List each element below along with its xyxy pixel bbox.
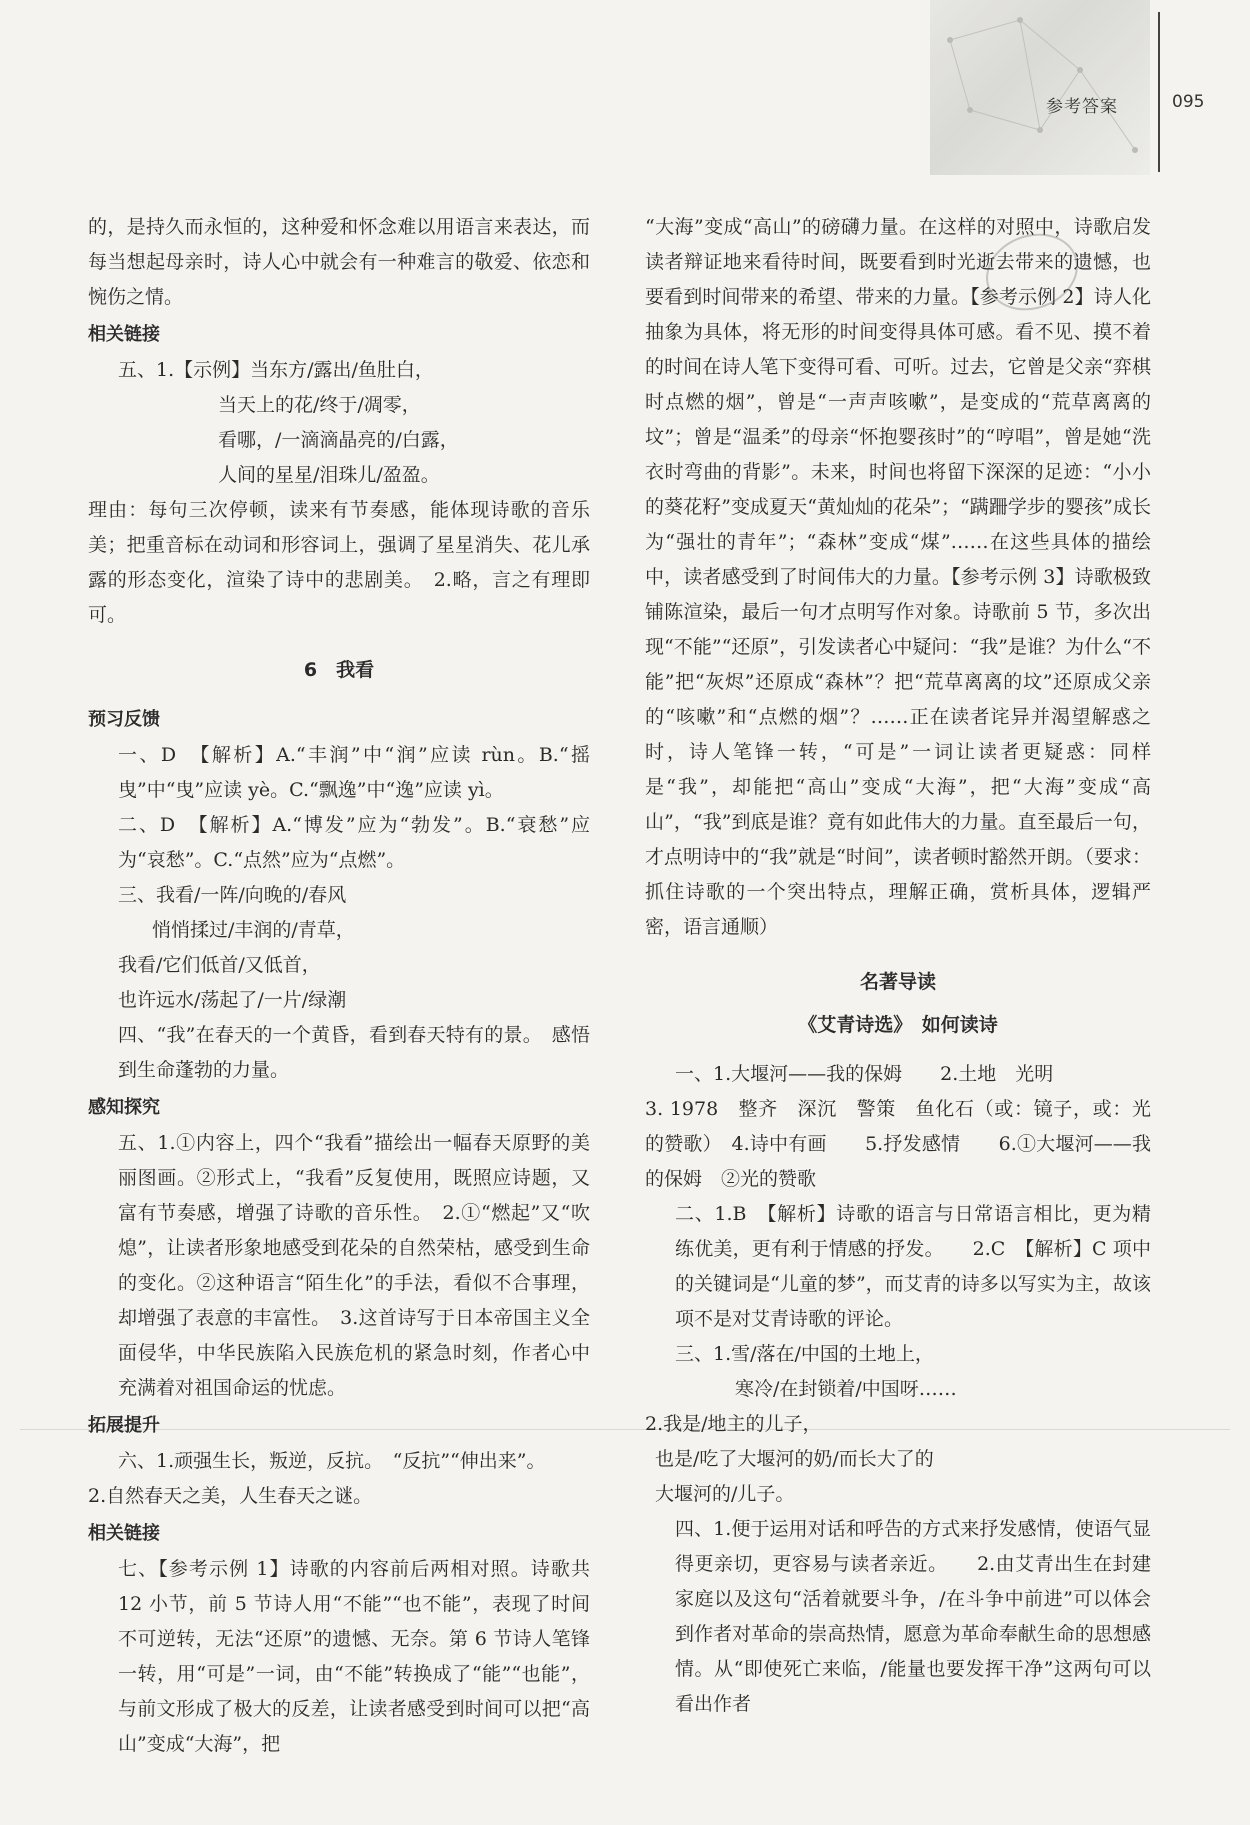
- answer-paragraph: 人间的星星/泪珠儿/盈盈。: [218, 464, 440, 486]
- answer-paragraph: 也许远水/荡起了/一片/绿潮: [118, 989, 347, 1011]
- chapter-subtitle: 《艾青诗选》 如何读诗: [798, 1014, 998, 1036]
- answer-paragraph: 四、1.便于运用对话和呼告的方式来抒发感情，使语气显得更亲切，更容易与读者亲近。 2.由艾青出生在封建家庭以及这句“活着就要斗争，/在斗争中前进”可以体会到作者对革命的崇高热情，愿意为革命奉献生命的思想感情。从“即使死亡来临，/能量也要发挥干净”这两句可以看出作者: [675, 1518, 1151, 1715]
- header-decoration: [930, 0, 1150, 175]
- answer-paragraph: 一、D 【解析】A.“丰润”中“润”应读 rùn。B.“摇曳”中“曳”应读 yè。C.“飘逸”中“逸”应读 yì。: [118, 744, 590, 801]
- answer-paragraph: 的，是持久而永恒的，这种爱和怀念难以用语言来表达，而每当想起母亲时，诗人心中就会有一种难言的敬爱、依恋和惋伤之情。: [88, 216, 590, 308]
- answer-paragraph: 三、我看/一阵/向晚的/春风: [118, 884, 347, 906]
- chapter-title: 6 我看: [303, 659, 375, 681]
- answer-paragraph: 一、1.大堰河——我的保姆 2.土地 光明: [675, 1063, 1054, 1085]
- section-heading: 相关链接: [88, 1523, 160, 1544]
- answer-paragraph: 六、1.顽强生长，叛逆，反抗。 “反抗”“伸出来”。: [118, 1450, 546, 1472]
- answer-paragraph: “大海”变成“高山”的磅礴力量。在这样的对照中，诗歌启发读者辩证地来看待时间，既要看到时光逝去带来的遗憾，也要看到时间带来的希望、带来的力量。【参考示例 2】诗人化抽象为具体，将无形的时间变得具体可感。看不见、摸不着的时间在诗人笔下变得可看、可听。过去，它曾是父亲“弈棋时点燃的烟”，曾是“一声声咳嗽”，是变成的“荒草离离的坟”；曾是“温柔”的母亲“怀抱婴孩时”的“哼唱”，曾是她“洗衣时弯曲的背影”。未来，时间也将留下深深的足迹：“小小的葵花籽”变成夏天“黄灿灿的花朵”；“蹒跚学步的婴孩”成长为“强壮的青年”；“森林”变成“煤”……在这些具体的描绘中，读者感受到了时间伟大的力量。【参考示例 3】诗歌极致铺陈渲染，最后一句才点明写作对象。诗歌前 5 节，多次出现“不能”“还原”，引发读者心中疑问：“我”是谁？为什么“不能”把“灰烬”还原成“森林”？把“荒草离离的坟”还原成父亲的“咳嗽”和“点燃的烟”？……正在读者诧异并渴望解惑之时，诗人笔锋一转，“可是”一词让读者更疑惑：同样是“我”，却能把“高山”变成“大海”，把“大海”变成“高山”，“我”到底是谁？竟有如此伟大的力量。直至最后一句，才点明诗中的“我”就是“时间”，读者顿时豁然开朗。（要求：抓住诗歌的一个突出特点，理解正确，赏析具体，逻辑严密，语言通顺）: [645, 216, 1151, 938]
- answer-paragraph: 五、1.①内容上，四个“我看”描绘出一幅春天原野的美丽图画。②形式上，“我看”反复使用，既照应诗题，又富有节奏感，增强了诗歌的音乐性。 2.①“燃起”又“吹熄”，让读者形象地感受到花朵的自然荣枯，感受到生命的变化。②这种语言“陌生化”的手法，看似不合事理，却增强了表意的丰富性。 3.这首诗写于日本帝国主义全面侵华，中华民族陷入民族危机的紧急时刻，作者心中充满着对祖国命运的忧虑。: [118, 1132, 590, 1399]
- section-heading: 预习反馈: [88, 709, 160, 730]
- answer-paragraph: 二、D 【解析】A.“博发”应为“勃发”。B.“衰愁”应为“哀愁”。C.“点然”应为“点燃”。: [118, 814, 590, 871]
- answer-paragraph: 寒冷/在封锁着/中国呀……: [735, 1378, 957, 1400]
- page-number: 095: [1172, 92, 1205, 112]
- answer-paragraph: 三、1.雪/落在/中国的土地上，: [675, 1343, 934, 1365]
- answer-paragraph: 悄悄揉过/丰润的/青草，: [152, 919, 355, 941]
- answer-paragraph: 3. 1978 整齐 深沉 警策 鱼化石（或：镜子，或：光的赞歌） 4.诗中有画 5.抒发感情 6.①大堰河——我的保姆 ②光的赞歌: [645, 1098, 1151, 1190]
- answer-paragraph: 我看/它们低首/又低首，: [118, 954, 321, 976]
- left-column: [88, 210, 590, 1762]
- answer-paragraph: 当天上的花/终于/凋零，: [218, 394, 421, 416]
- header-divider: [1158, 12, 1160, 172]
- section-label: 参考答案: [1046, 97, 1118, 117]
- section-heading: 拓展提升: [88, 1415, 160, 1436]
- answer-paragraph: 看哪，/一滴滴晶亮的/白露，: [218, 429, 459, 451]
- network-graphic: [930, 0, 1150, 175]
- answer-paragraph: 2.我是/地主的儿子，: [645, 1413, 822, 1435]
- answer-paragraph: 2.自然春天之美，人生春天之谜。: [88, 1485, 373, 1507]
- answer-paragraph: 七、【参考示例 1】诗歌的内容前后两相对照。诗歌共 12 小节，前 5 节诗人用“不能”“也不能”，表现了时间不可逆转，无法“还原”的遗憾、无奈。第 6 节诗人笔锋一转，用“可是”一词，由“不能”转换成了“能”“也能”，与前文形成了极大的反差，让读者感受到时间可以把“高山”变成“大海”，把: [118, 1558, 590, 1755]
- answer-paragraph: 大堰河的/儿子。: [655, 1483, 795, 1505]
- chapter-title: 名著导读: [859, 971, 936, 993]
- right-column: [645, 210, 1151, 1722]
- section-heading: 感知探究: [88, 1097, 160, 1118]
- section-heading: 相关链接: [88, 324, 160, 345]
- answer-paragraph: 也是/吃了大堰河的奶/而长大了的: [655, 1448, 934, 1470]
- answer-paragraph: 四、“我”在春天的一个黄昏，看到春天特有的景。 感悟到生命蓬勃的力量。: [118, 1024, 590, 1081]
- answer-paragraph: 理由：每句三次停顿，读来有节奏感，能体现诗歌的音乐美；把重音标在动词和形容词上，强调了星星消失、花儿承露的形态变化，渲染了诗中的悲剧美。 2.略，言之有理即可。: [88, 499, 590, 626]
- answer-paragraph: 二、1.B 【解析】诗歌的语言与日常语言相比，更为精练优美，更有利于情感的抒发。 2.C 【解析】C 项中的关键词是“儿童的梦”，而艾青的诗多以写实为主，故该项不是对艾青诗歌的评论。: [675, 1203, 1151, 1330]
- answer-paragraph: 五、1.【示例】当东方/露出/鱼肚白，: [118, 359, 434, 381]
